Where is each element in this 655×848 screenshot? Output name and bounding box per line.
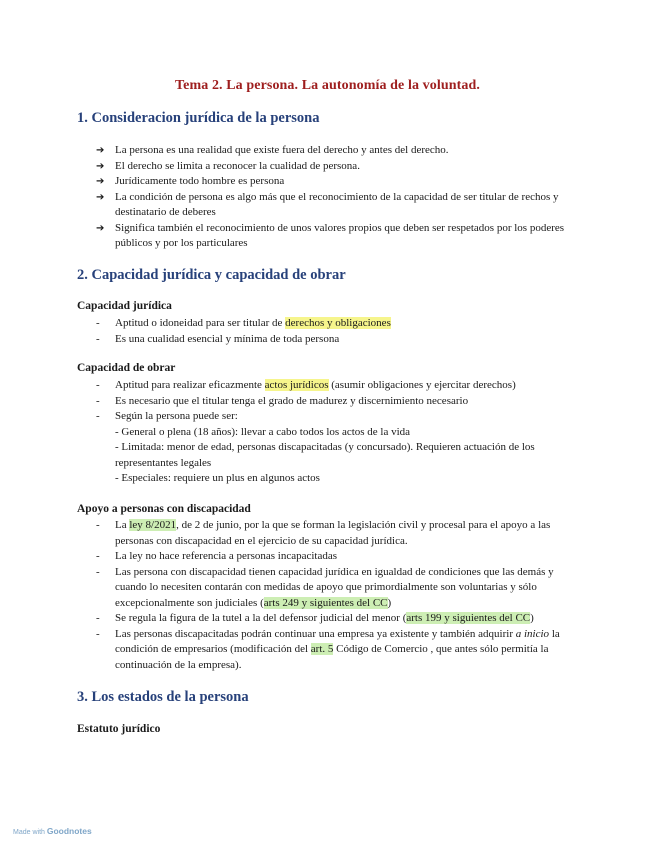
highlight: arts 199 y siguientes del CC bbox=[406, 612, 531, 624]
list-item: - Las personas discapacitadas podrán continuar una empresa ya existente y también adquirir a inicio la condición de empresarios (modificación del art. 5 Código de Comercio , que antes sólo permitía la continuación de la empresa). bbox=[96, 627, 560, 671]
list-item: - La ley no hace referencia a personas incapacitadas bbox=[96, 550, 338, 562]
page-title: Tema 2. La persona. La autonomía de la voluntad. bbox=[175, 78, 480, 93]
section-heading-1: 1. Consideracion jurídica de la persona bbox=[77, 110, 320, 126]
arrow-bullet-icon: ➔ bbox=[96, 222, 105, 234]
arrow-bullet-icon: ➔ bbox=[96, 191, 105, 203]
subheading-capacidad-juridica: Capacidad jurídica bbox=[77, 300, 172, 312]
list-item: ➔ Significa también el reconocimiento de unos valores propios que deben ser respetados por los poderes públicos y por los particulares bbox=[96, 221, 565, 249]
list-item: ➔ Jurídicamente todo hombre es persona bbox=[96, 174, 576, 190]
subheading-apoyo: Apoyo a personas con discapacidad bbox=[77, 503, 251, 515]
section-heading-2: 2. Capacidad jurídica y capacidad de obrar bbox=[77, 267, 346, 283]
list-item: - Se regula la figura de la tutel a la del defensor judicial del menor (arts 199 y siguientes del CC) bbox=[96, 612, 534, 624]
list-item: - Las persona con discapacidad tienen capacidad jurídica en igualdad de condiciones que las demás y cuando lo necesiten contarán con medidas de apoyo que primordialmente son voluntarias y sólo excepcionalmente son judiciales (arts 249 y siguientes del CC) bbox=[96, 565, 554, 609]
dash-list-capacidad-obrar bbox=[93, 378, 576, 487]
list-item: - Es necesario que el titular tenga el grado de madurez y discernimiento necesario bbox=[96, 394, 469, 407]
list-item: - Según la persona puede ser: - General o plena (18 años): llevar a cabo todos los actos de la vida - Limitada: menor de edad, personas discapacitadas (y concursado). Requieren actuación de los representantes legales - Especiales: requiere un plus en algunos actos bbox=[96, 410, 535, 484]
list-item: - Aptitud o idoneidad para ser titular de derechos y obligaciones bbox=[96, 317, 391, 329]
arrow-bullet-icon: ➔ bbox=[96, 145, 105, 156]
list-item: - Es una cualidad esencial y mínima de toda persona bbox=[96, 332, 340, 345]
highlight: actos jurídicos bbox=[264, 379, 329, 391]
section-heading-3: 3. Los estados de la persona bbox=[77, 689, 249, 705]
subheading-estatuto: Estatuto jurídico bbox=[77, 723, 161, 735]
list-item: - Aptitud para realizar eficazmente actos jurídicos (asumir obligaciones y ejercitar derechos) bbox=[96, 379, 516, 391]
arrow-bullet-icon: ➔ bbox=[96, 176, 105, 187]
list-item: ➔ La persona es una realidad que existe fuera del derecho y antes del derecho. bbox=[96, 143, 576, 159]
subheading-capacidad-obrar: Capacidad de obrar bbox=[77, 362, 176, 374]
arrow-bullet-icon: ➔ bbox=[96, 160, 105, 172]
highlight: ley 8/2021 bbox=[129, 519, 177, 531]
list-item: ➔ El derecho se limita a reconocer la cualidad de persona. bbox=[96, 159, 576, 175]
arrow-list-1 bbox=[96, 143, 576, 252]
highlight: derechos y obligaciones bbox=[285, 317, 391, 329]
dash-list-apoyo bbox=[93, 518, 576, 673]
list-item: ➔ La condición de persona es algo más que el reconocimiento de la capacidad de ser titular de rechos y destinatario de deberes bbox=[96, 190, 559, 218]
goodnotes-watermark: Made with Goodnotes bbox=[13, 826, 92, 836]
list-item: - La ley 8/2021, de 2 de junio, por la que se forman la legislación civil y procesal para el apoyo a las personas con discapacidad en el ejercicio de su capacidad jurídica. bbox=[96, 519, 551, 547]
highlight: art. 5 bbox=[310, 643, 334, 655]
highlight: arts 249 y siguientes del CC bbox=[263, 596, 388, 609]
dash-list-capacidad-juridica bbox=[93, 316, 576, 347]
